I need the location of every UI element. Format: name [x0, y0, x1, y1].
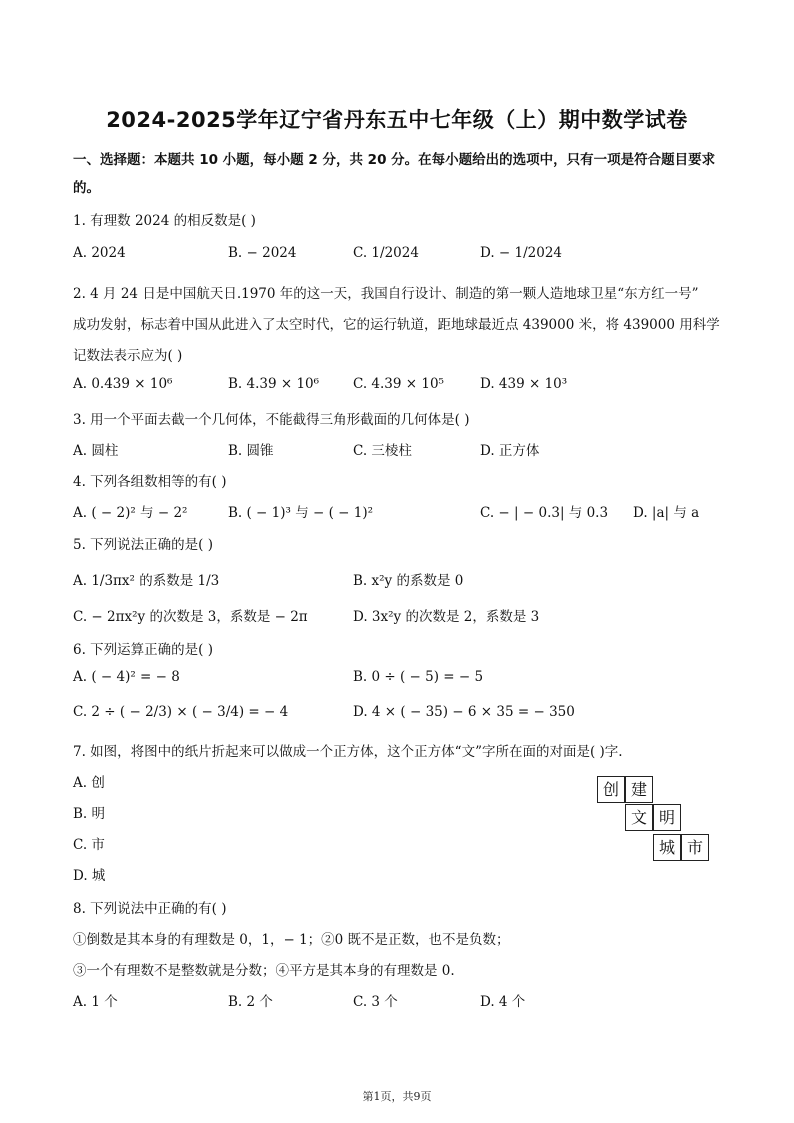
question-5-option-d: D. 3x²y 的次数是 2，系数是 3 [353, 609, 540, 625]
section-instructions-line1: 一、选择题：本题共 10 小题，每小题 2 分，共 20 分。在每小题给出的选项中，只有一项是符合题目要求 [73, 152, 716, 168]
net-cell-shi: 市 [681, 834, 709, 861]
page-footer: 第1页，共9页 [362, 1090, 432, 1103]
question-6-option-a: A. ( − 4)² = − 8 [73, 669, 180, 685]
question-8-option-a: A. 1 个 [73, 994, 118, 1010]
question-8-option-d: D. 4 个 [480, 994, 526, 1010]
question-5-stem: 5. 下列说法正确的是( ) [73, 537, 213, 553]
question-1-option-a: A. 2024 [73, 245, 126, 261]
net-cell-chuang: 创 [597, 776, 625, 803]
question-1-option-d: D. − 1/2024 [480, 245, 563, 261]
section-instructions-line2: 的。 [73, 180, 100, 196]
question-8-stem-line2: ①倒数是其本身的有理数是 0，1，− 1；②0 既不是正数，也不是负数； [73, 932, 510, 948]
question-4-option-d: D. |a| 与 a [633, 505, 700, 521]
question-1-option-c: C. 1/2024 [353, 245, 419, 261]
question-6-option-b: B. 0 ÷ ( − 5) = − 5 [353, 669, 484, 685]
question-1-option-b: B. − 2024 [228, 245, 297, 261]
question-3-option-c: C. 三棱柱 [353, 443, 412, 459]
question-2-stem-line1: 2. 4 月 24 日是中国航天日.1970 年的这一天，我国自行设计、制造的第一颗人造地球卫星“东方红一号” [73, 286, 699, 302]
question-2-option-c: C. 4.39 × 10⁵ [353, 376, 444, 392]
question-3-stem: 3. 用一个平面去截一个几何体，不能截得三角形截面的几何体是( ) [73, 412, 470, 428]
question-5-option-a: A. 1/3πx² 的系数是 1/3 [73, 573, 220, 589]
question-7-option-b: B. 明 [73, 806, 106, 822]
question-3-option-b: B. 圆锥 [228, 443, 274, 459]
question-7-option-d: D. 城 [73, 868, 106, 884]
question-2-stem-line2: 成功发射，标志着中国从此进入了太空时代，它的运行轨道，距地球最近点 439000 米，将 439000 用科学 [73, 317, 720, 333]
question-4-stem: 4. 下列各组数相等的有( ) [73, 474, 227, 490]
question-6-option-c: C. 2 ÷ ( − 2/3) × ( − 3/4) = − 4 [73, 704, 289, 720]
net-cell-jian: 建 [625, 776, 653, 803]
question-2-stem-line3: 记数法表示应为( ) [73, 348, 183, 364]
question-4-option-c: C. − | − 0.3| 与 0.3 [480, 505, 609, 521]
page-title: 2024-2025学年辽宁省丹东五中七年级（上）期中数学试卷 [106, 108, 688, 132]
question-5-option-b: B. x²y 的系数是 0 [353, 573, 464, 589]
question-6-stem: 6. 下列运算正确的是( ) [73, 642, 213, 658]
net-cell-ming: 明 [653, 804, 681, 831]
question-1-stem: 1. 有理数 2024 的相反数是( ) [73, 213, 256, 229]
question-4-option-b: B. ( − 1)³ 与 − ( − 1)² [228, 505, 374, 521]
question-7-stem: 7. 如图，将图中的纸片折起来可以做成一个正方体，这个正方体“文”字所在面的对面是( )字. [73, 744, 623, 760]
question-3-option-d: D. 正方体 [480, 443, 540, 459]
question-7-option-c: C. 市 [73, 837, 105, 853]
question-8-option-b: B. 2 个 [228, 994, 273, 1010]
question-8-stem-line1: 8. 下列说法中正确的有( ) [73, 901, 227, 917]
question-2-option-a: A. 0.439 × 10⁶ [73, 376, 173, 392]
question-2-option-d: D. 439 × 10³ [480, 376, 568, 392]
question-6-option-d: D. 4 × ( − 35) − 6 × 35 = − 350 [353, 704, 575, 720]
question-5-option-c: C. − 2πx²y 的次数是 3，系数是 − 2π [73, 609, 308, 625]
question-4-option-a: A. ( − 2)² 与 − 2² [73, 505, 188, 521]
question-7-option-a: A. 创 [73, 775, 105, 791]
question-8-option-c: C. 3 个 [353, 994, 398, 1010]
question-3-option-a: A. 圆柱 [73, 443, 119, 459]
net-cell-wen: 文 [625, 804, 653, 831]
question-2-option-b: B. 4.39 × 10⁶ [228, 376, 320, 392]
question-8-stem-line3: ③一个有理数不是整数就是分数；④平方是其本身的有理数是 0. [73, 963, 455, 979]
net-cell-cheng: 城 [653, 834, 681, 861]
